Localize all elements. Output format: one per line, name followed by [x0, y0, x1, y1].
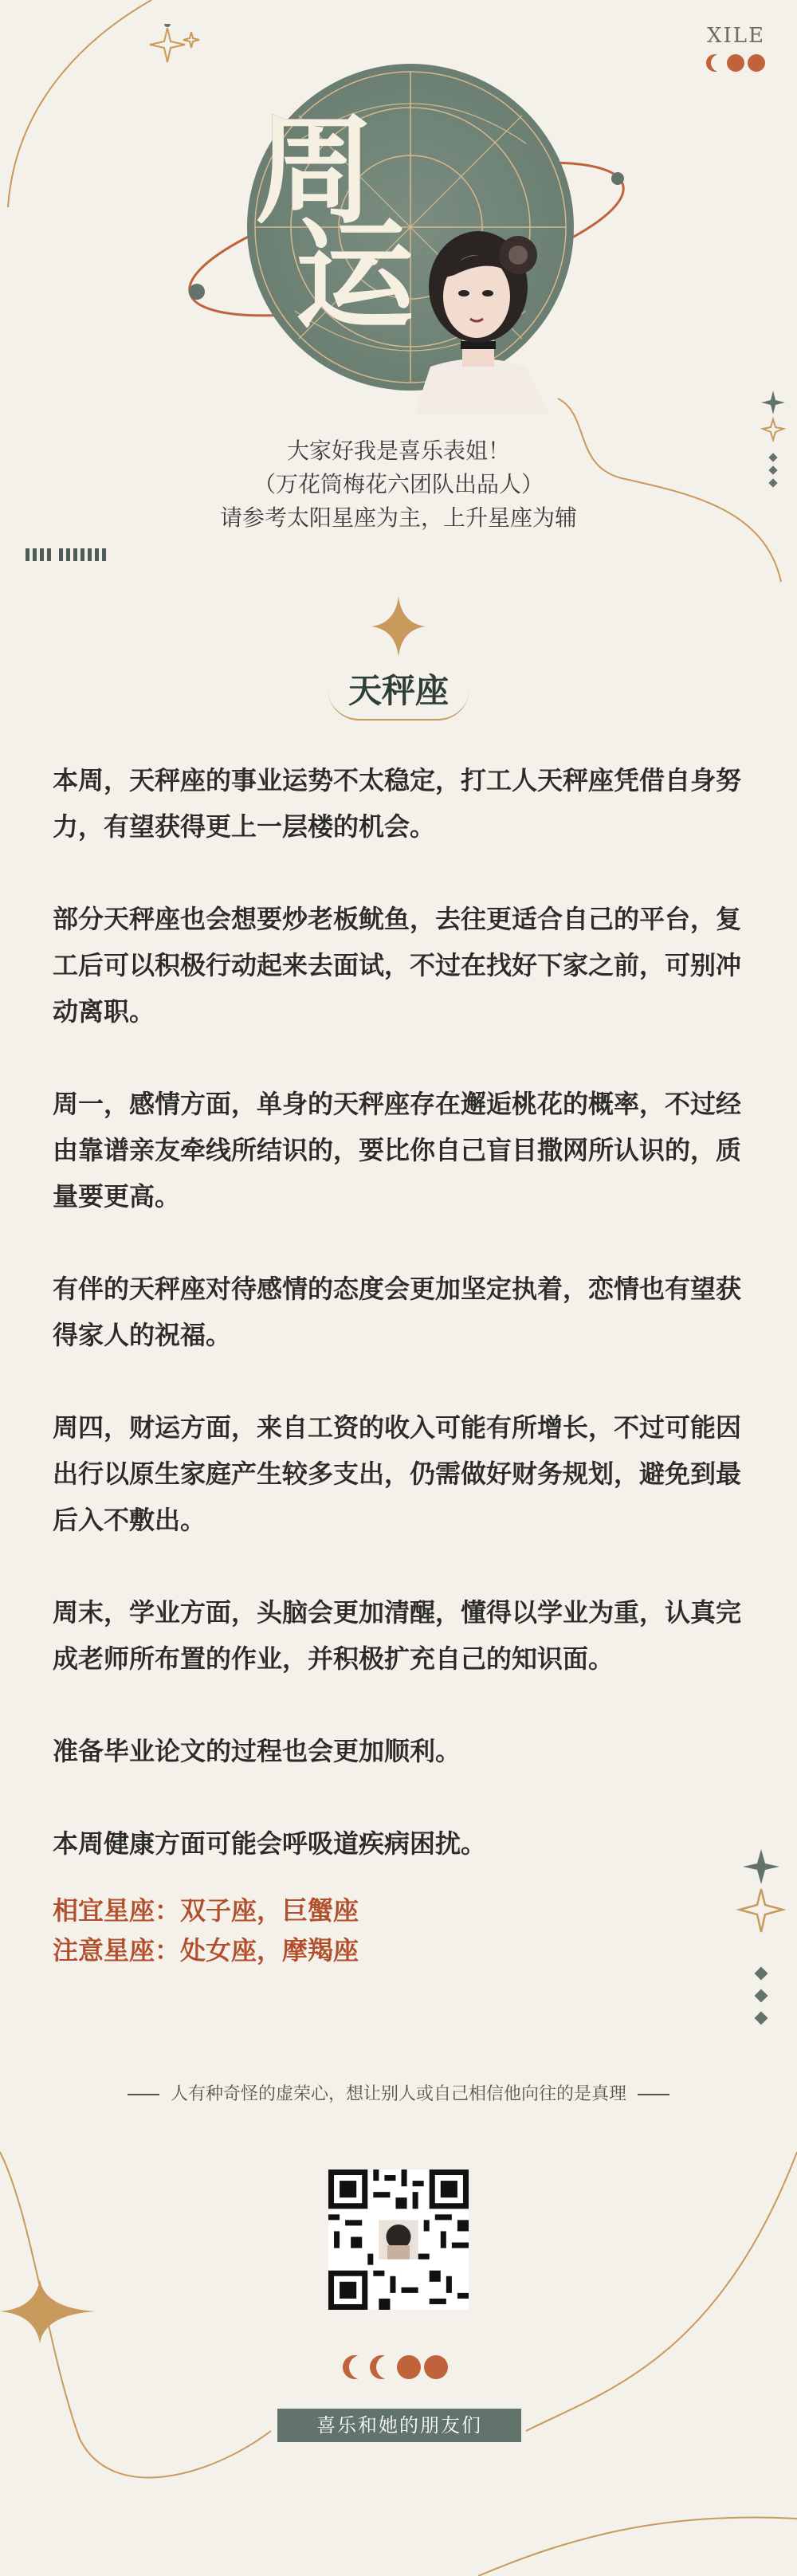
intro-note: 请参考太阳星座为主，上升星座为辅: [219, 505, 577, 531]
sparkle-icon-lower: [733, 1849, 789, 2048]
quote-text: 人有种奇怪的虚荣心，想让别人或自己相信他向往的是真理: [170, 2084, 626, 2104]
intro-team: （万花筒梅花六团队出品人）: [253, 471, 544, 497]
sign-heading: [0, 662, 797, 721]
moon-phases-icon-bottom: [343, 2355, 448, 2379]
title-char-1: 周: [255, 102, 375, 241]
barcode-decoration: [26, 548, 106, 561]
intro-block: [0, 434, 797, 535]
four-point-star-icon-bottom: [0, 2272, 112, 2351]
paragraph-job-change: 部分天秤座也会想要炒老板鱿鱼，去往更适合自己的平台，复工后可以积极行动起来去面试，不过在找好下家之前，可别冲动离职。: [53, 904, 742, 1027]
footer-badge: 喜乐和她的朋友们: [277, 2409, 521, 2442]
forecast-body: [53, 757, 754, 1970]
star-icon: [143, 24, 207, 72]
paragraph-study: 周末，学业方面，头脑会更加清醒，懂得以学业为重，认真完成老师所布置的作业，并积极扩充自己的知识面。: [53, 1597, 742, 1674]
moon-phases-icon: [706, 54, 765, 72]
paragraph-career: 本周，天秤座的事业运势不太稳定，打工人天秤座凭借自身努力，有望获得更上一层楼的机会。: [53, 765, 742, 842]
title-char-2: 运: [295, 207, 415, 346]
sign-title: 天秤座: [328, 662, 469, 721]
paragraph-health: 本周健康方面可能会呼吸道疾病困扰。: [53, 1828, 487, 1859]
qr-code[interactable]: [328, 2170, 469, 2310]
paragraph-love-couple: 有伴的天秤座对待感情的态度会更加坚定执着，恋情也有望获得家人的祝福。: [53, 1274, 742, 1350]
paragraph-wealth: 周四，财运方面，来自工资的收入可能有所增长，不过可能因出行以原生家庭产生较多支出，仍需做好财务规划，避免到最后入不敷出。: [53, 1412, 742, 1535]
portrait-illustration: [398, 199, 558, 414]
brand-logo: XILE: [706, 24, 765, 48]
quote-line: [0, 2080, 797, 2105]
four-point-star-icon: [371, 596, 426, 657]
compatible-signs: 相宜星座：双子座，巨蟹座: [53, 1895, 359, 1926]
intro-greeting: 大家好我是喜乐表姐！: [286, 438, 510, 464]
paragraph-thesis: 准备毕业论文的过程也会更加顺利。: [53, 1736, 461, 1766]
caution-signs: 注意星座：处女座，摩羯座: [53, 1935, 359, 1965]
paragraph-love-single: 周一，感情方面，单身的天秤座存在邂逅桃花的概率，不过经由靠谱亲友牵线所结识的，要比你自己盲目撒网所认识的，质量要更高。: [53, 1089, 742, 1211]
